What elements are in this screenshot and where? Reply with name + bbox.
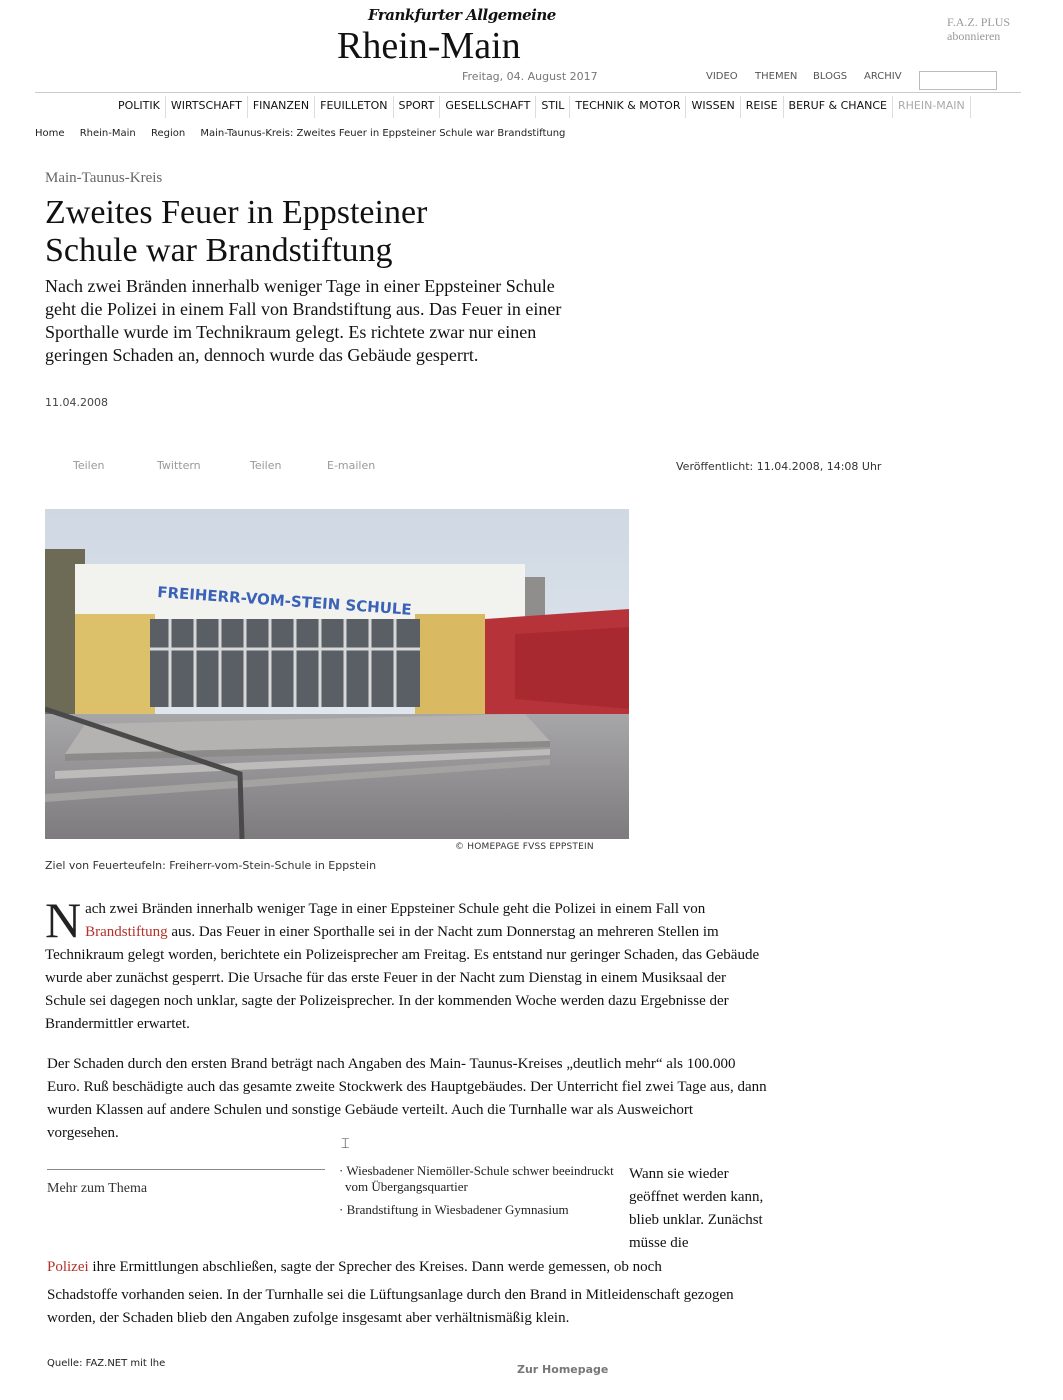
share-twitter-button[interactable]: Twittern xyxy=(157,459,201,472)
breadcrumb xyxy=(35,128,577,139)
image-caption: Ziel von Feuerteufeln: Freiherr-vom-Stein-Schule in Eppstein xyxy=(45,859,377,872)
nav-gesellschaft[interactable]: GESELLSCHAFT xyxy=(439,96,535,118)
faz-plus-subscribe: abonnieren xyxy=(947,29,1001,43)
article-headline xyxy=(45,194,565,270)
breadcrumb-rhein-main[interactable]: Rhein-Main xyxy=(79,128,136,139)
topnav-themen[interactable]: THEMEN xyxy=(755,71,798,82)
article-kicker: Main-Taunus-Kreis xyxy=(45,170,163,186)
mehr-zum-thema-label: Mehr zum Thema xyxy=(47,1181,148,1196)
current-date: Freitag, 04. August 2017 xyxy=(462,70,598,83)
article-paragraph-1 xyxy=(45,892,770,1036)
related-divider xyxy=(47,1169,325,1170)
nav-reise[interactable]: REISE xyxy=(740,96,783,118)
nav-wissen[interactable]: WISSEN xyxy=(685,96,739,118)
breadcrumb-current: Main-Taunus-Kreis: Zweites Feuer in Eppsteiner Schule war Brandstiftung xyxy=(200,128,566,139)
nav-stil[interactable]: STIL xyxy=(535,96,569,118)
headline-line-1: Zweites Feuer in Eppsteiner xyxy=(45,194,428,231)
topnav-blogs[interactable]: BLOGS xyxy=(813,71,848,82)
article-source: Quelle: FAZ.NET mit lhe xyxy=(47,1358,166,1369)
article-paragraph-3 xyxy=(47,1256,772,1279)
text-cursor-icon: ⌶ xyxy=(341,1136,350,1152)
p1-text-b: aus. Das Feuer in einer Sporthalle sei in der Nacht zum Donnerstag an mehreren Stellen im Technikraum gelegt worden, berichtete ein Polizeisprecher am Freitag. Es entstand nur geringer Schaden, das Gebäude wurde aber zunächst gesperrt. Die Ursache für das erste Feuer in der Nacht zum Dienstag in einem Musiksaal der Schule sei dagegen noch unklar, sagte der Polizeisprecher. In der kommenden Woche werden dazu Ergebnisse der Brandermittler erwartet. xyxy=(45,924,760,1032)
faz-plus-label: F.A.Z. PLUS xyxy=(947,15,1011,29)
article-paragraph-3-side: Wann sie wieder geöffnet werden kann, blieb unklar. Zunächst müsse die xyxy=(629,1166,764,1251)
brandstiftung-link[interactable]: Brandstiftung xyxy=(85,924,168,940)
article-paragraph-2: Der Schaden durch den ersten Brand beträgt nach Angaben des Main- Taunus-Kreises „deutlich mehr“ als 100.000 Euro. Ruß beschädigte auch das gesamte zweite Stockwerk des Hauptgebäudes. Der Unterricht fiel zwei Tage aus, dann wurden Klassen auf andere Schulen und sonstige Gebäude verteilt. Auch die Turnhalle war als Ausweichort vorgesehen. xyxy=(47,1056,767,1141)
related-link-1[interactable]: · Wiesbadener Niemöller-Schule schwer beeindruckt vom Übergangsquartier xyxy=(339,1163,614,1194)
nav-politik[interactable]: POLITIK xyxy=(118,99,160,112)
drop-cap: N xyxy=(45,892,82,948)
related-links xyxy=(339,1163,614,1225)
school-photo xyxy=(45,509,629,839)
headline-line-2: Schule war Brandstiftung xyxy=(45,232,393,269)
share-email-button[interactable]: E-mailen xyxy=(327,459,376,472)
published-timestamp: Veröffentlicht: 11.04.2008, 14:08 Uhr xyxy=(676,460,882,473)
p1-text-a: ach zwei Bränden innerhalb weniger Tage in einer Eppsteiner Schule geht die Polizei in einem Fall von xyxy=(85,901,706,917)
breadcrumb-home[interactable]: Home xyxy=(35,128,65,139)
share-facebook-button[interactable]: Teilen xyxy=(73,459,105,472)
article-date: 11.04.2008 xyxy=(45,396,108,409)
graffiti-sign: FREIHERR-VOM-STEIN SCHULE xyxy=(156,583,413,619)
nav-sport[interactable]: SPORT xyxy=(393,96,440,118)
nav-wirtschaft[interactable]: WIRTSCHAFT xyxy=(165,96,247,118)
image-credit: © HOMEPAGE FVSS EPPSTEIN xyxy=(455,842,594,852)
main-navigation xyxy=(113,96,971,118)
logo-faz[interactable]: Frankfurter Allgemeine xyxy=(368,6,556,24)
article-lead: Nach zwei Bränden innerhalb weniger Tage in einer Eppsteiner Schule geht die Polizei in einem Fall von Brandstiftung aus. Das Feuer in einer Sporthalle wurde im Technikraum gelegt. Es richtete zwar nur einen geringen Schaden an, dennoch wurde das Gebäude gesperrt. xyxy=(45,276,562,365)
nav-feuilleton[interactable]: FEUILLETON xyxy=(314,96,392,118)
topnav-video[interactable]: VIDEO xyxy=(706,71,738,82)
homepage-link[interactable]: Zur Homepage xyxy=(517,1363,609,1376)
p3-text: ihre Ermittlungen abschließen, sagte der Sprecher des Kreises. Dann werde gemessen, ob noch xyxy=(88,1259,662,1275)
nav-finanzen[interactable]: FINANZEN xyxy=(247,96,314,118)
related-link-2[interactable]: · Brandstiftung in Wiesbadener Gymnasium xyxy=(339,1202,569,1217)
breadcrumb-region[interactable]: Region xyxy=(150,128,186,139)
article-paragraph-4: Schadstoffe vorhanden seien. In der Turnhalle sei die Lüftungsanlage durch den Brand in Mitleidenschaft gezogen worden, der Schaden blieb den Angaben zufolge insgesamt aber verhältnismäßig klein. xyxy=(47,1287,734,1326)
polizei-link[interactable]: Polizei xyxy=(47,1259,89,1275)
topnav-archiv[interactable]: ARCHIV xyxy=(864,71,902,82)
header-divider xyxy=(35,92,1021,93)
logo-rhein-main[interactable]: Rhein-Main xyxy=(337,25,521,67)
search-input[interactable] xyxy=(919,71,997,90)
article-image[interactable] xyxy=(45,509,629,839)
faz-plus-link[interactable] xyxy=(947,15,1010,43)
nav-beruf-chance[interactable]: BERUF & CHANCE xyxy=(783,96,892,118)
nav-technik-motor[interactable]: TECHNIK & MOTOR xyxy=(569,96,685,118)
nav-rhein-main[interactable]: RHEIN-MAIN xyxy=(892,96,971,118)
share-google-button[interactable]: Teilen xyxy=(250,459,282,472)
